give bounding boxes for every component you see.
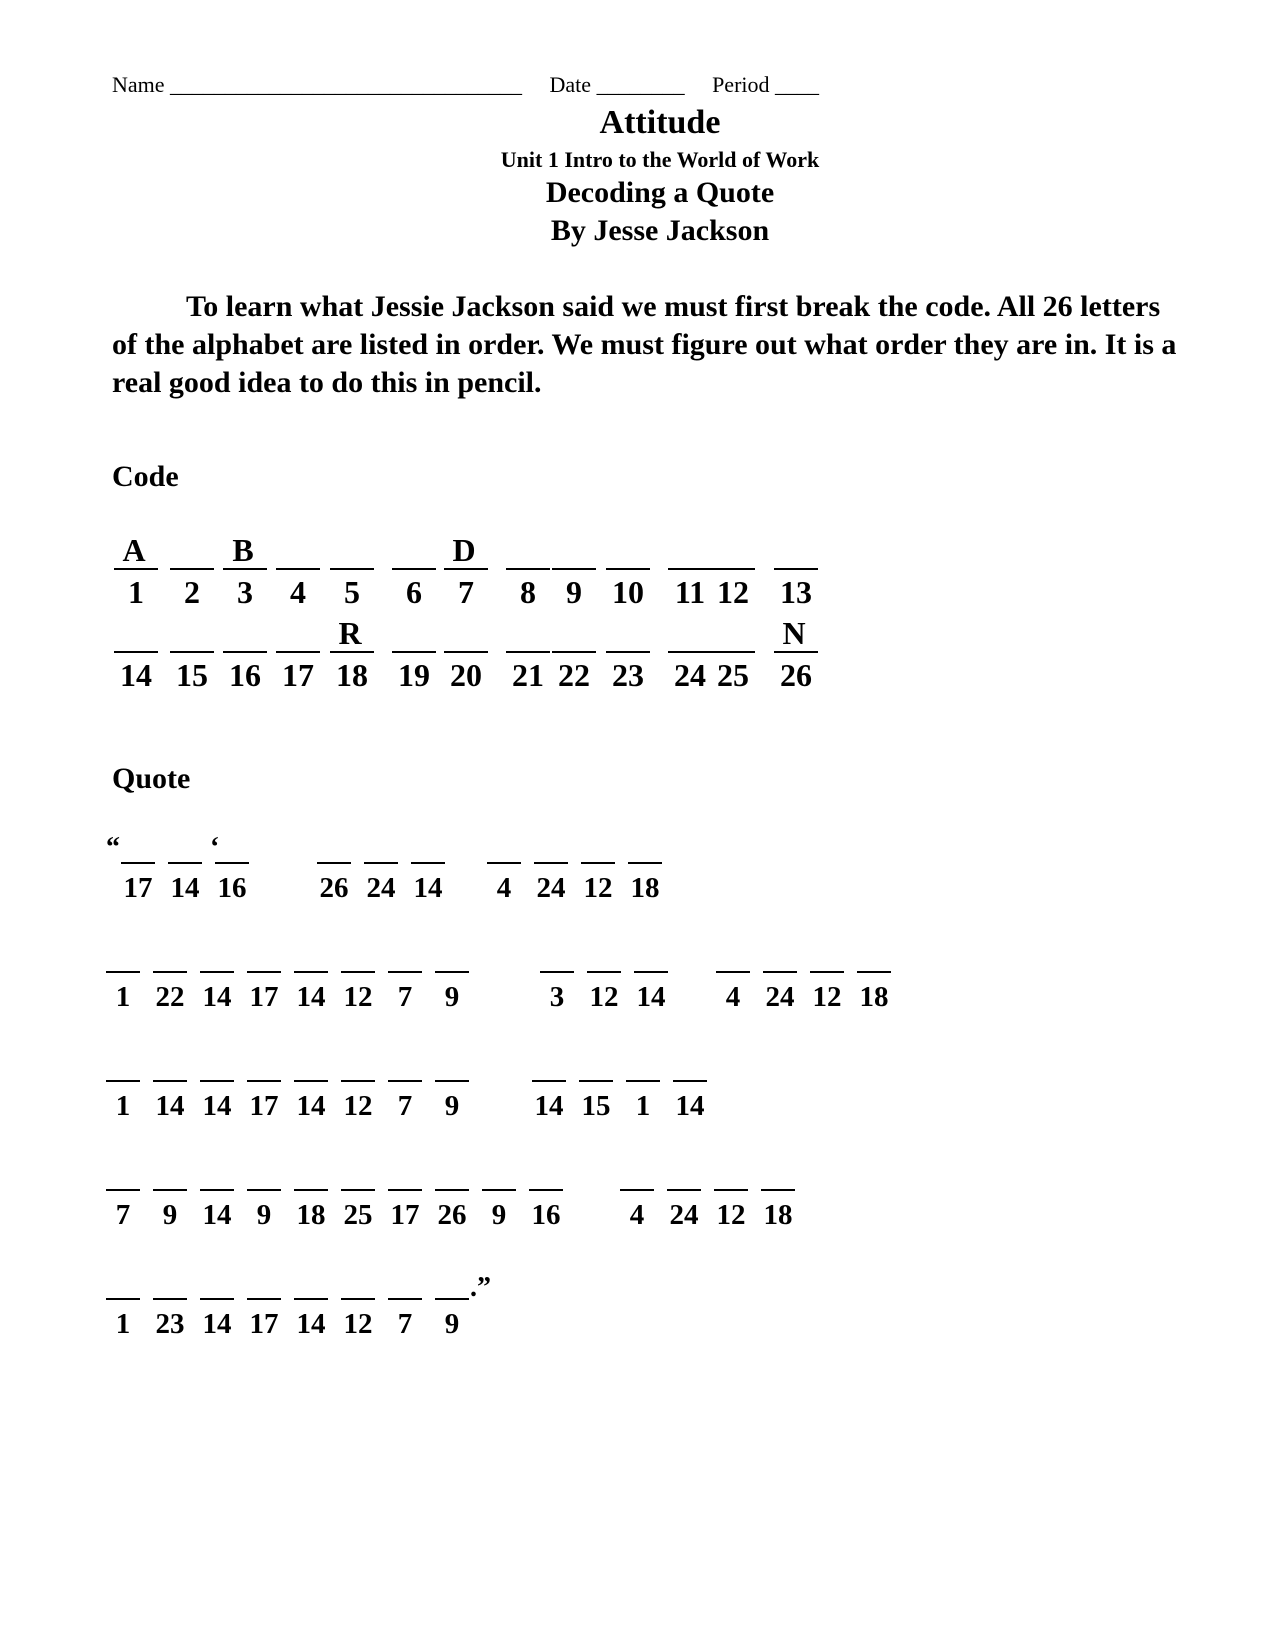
code-number: 21 [512,657,544,693]
code-blank[interactable] [114,651,158,653]
quote-number: 16 [531,1199,561,1231]
code-number: 7 [458,574,474,610]
code-number: 17 [282,657,314,693]
quote-number: 1 [635,1090,651,1122]
code-number: 5 [344,574,360,610]
quote-blank[interactable] [482,1189,516,1191]
quote-number: 9 [256,1199,272,1231]
code-given-letter: N [782,615,806,651]
quote-number: 25 [343,1199,373,1231]
quote-number: 24 [536,872,566,904]
quote-blank[interactable] [540,971,574,973]
quote-blank[interactable] [532,1080,566,1082]
author-line: By Jesse Jackson [550,214,770,247]
quote-number: 7 [115,1199,131,1231]
open-quote-mark: “ [106,832,120,863]
quote-number: 14 [202,1308,232,1340]
code-blank[interactable] [114,568,158,570]
quote-number: 17 [123,872,153,904]
code-number: 11 [674,574,706,610]
quote-blank[interactable] [106,971,140,973]
quote-blank[interactable] [317,862,351,864]
code-blank[interactable] [711,651,755,653]
code-given-letter: A [122,532,146,568]
quote-number: 1 [115,981,131,1013]
page-title: Attitude [599,104,721,141]
quote-blank[interactable] [121,862,155,864]
quote-number: 24 [765,981,795,1013]
code-blank[interactable] [552,568,596,570]
code-blank[interactable] [392,651,436,653]
quote-blank[interactable] [857,971,891,973]
quote-number: 9 [491,1199,507,1231]
quote-number: 9 [444,981,460,1013]
code-blank[interactable] [170,651,214,653]
quote-number: 12 [812,981,842,1013]
quote-blank[interactable] [215,862,249,864]
code-number: 16 [229,657,261,693]
closing-quote-mark: .” [470,1272,491,1303]
quote-number: 12 [343,1308,373,1340]
quote-blank[interactable] [634,971,668,973]
quote-blank[interactable] [106,1189,140,1191]
code-blank[interactable] [711,568,755,570]
quote-blank[interactable] [247,1298,281,1300]
code-number: 13 [780,574,812,610]
quote-blank[interactable] [487,862,521,864]
quote-number: 17 [249,1308,279,1340]
quote-blank[interactable] [247,971,281,973]
quote-number: 14 [296,1308,326,1340]
code-number: 12 [717,574,749,610]
code-number: 9 [566,574,582,610]
quote-blank[interactable] [667,1189,701,1191]
code-blank[interactable] [392,568,436,570]
quote-number: 14 [202,1199,232,1231]
quote-blank[interactable] [106,1298,140,1300]
code-number: 15 [176,657,208,693]
instructions-paragraph: To learn what Jessie Jackson said we must first break the code. All 26 letters of the alphabet are listed in order. We must figure out what order they are in. It is a real good idea to do this in pencil. [112,290,1177,399]
quote-blank[interactable] [200,971,234,973]
quote-blank[interactable] [587,971,621,973]
code-blank[interactable] [276,651,320,653]
quote-number: 24 [669,1199,699,1231]
code-blank[interactable] [668,568,712,570]
quote-blank[interactable] [388,1298,422,1300]
code-given-letter: B [232,532,254,568]
code-number: 24 [674,657,706,693]
quote-number: 14 [202,1090,232,1122]
quote-blank[interactable] [411,862,445,864]
quote-number: 9 [162,1199,178,1231]
quote-number: 14 [636,981,666,1013]
quote-number: 4 [496,872,512,904]
code-number: 2 [184,574,200,610]
quote-blank[interactable] [435,1298,469,1300]
quote-number: 18 [859,981,889,1013]
code-blank[interactable] [668,651,712,653]
code-number: 1 [128,574,144,610]
quote-blank[interactable] [294,1189,328,1191]
quote-blank[interactable] [761,1189,795,1191]
code-number: 20 [450,657,482,693]
quote-number: 24 [366,872,396,904]
quote-blank[interactable] [673,1080,707,1082]
quote-blank[interactable] [435,971,469,973]
period-label: Period [712,72,770,97]
quote-blank[interactable] [200,1080,234,1082]
quote-blank[interactable] [581,862,615,864]
code-number: 4 [290,574,306,610]
quote-number: 23 [155,1308,185,1340]
code-blank[interactable] [774,651,818,653]
period-field[interactable]: ____ [775,72,820,97]
quote-blank[interactable] [763,971,797,973]
quote-number: 16 [217,872,247,904]
quote-blank[interactable] [168,862,202,864]
code-blank[interactable] [774,568,818,570]
code-number: 23 [612,657,644,693]
code-blank[interactable] [170,568,214,570]
quote-blank[interactable] [153,1080,187,1082]
code-number: 26 [780,657,812,693]
code-number: 18 [336,657,368,693]
code-given-letter: R [338,615,362,651]
quote-blank[interactable] [716,971,750,973]
quote-number: 7 [397,1090,413,1122]
date-label: Date [549,72,592,97]
quote-blank[interactable] [294,1080,328,1082]
quote-blank[interactable] [579,1080,613,1082]
code-number: 25 [717,657,749,693]
code-number: 14 [120,657,152,693]
code-blank[interactable] [223,651,267,653]
quote-number: 12 [589,981,619,1013]
quote-number: 1 [115,1308,131,1340]
quote-number: 14 [296,981,326,1013]
quote-number: 1 [115,1090,131,1122]
quote-blank[interactable] [529,1189,563,1191]
quote-blank[interactable] [153,1298,187,1300]
quote-blank[interactable] [247,1189,281,1191]
worksheet-subtitle: Decoding a Quote [545,176,775,209]
quote-number: 12 [343,1090,373,1122]
quote-blank[interactable] [200,1298,234,1300]
quote-blank[interactable] [620,1189,654,1191]
quote-blank[interactable] [294,971,328,973]
code-heading: Code [112,460,179,493]
code-number: 22 [558,657,590,693]
quote-blank[interactable] [714,1189,748,1191]
code-blank[interactable] [330,568,374,570]
quote-number: 9 [444,1090,460,1122]
code-blank[interactable] [276,568,320,570]
quote-blank[interactable] [341,1298,375,1300]
quote-number: 12 [583,872,613,904]
quote-blank[interactable] [341,971,375,973]
quote-number: 7 [397,1308,413,1340]
code-given-letter: D [452,532,476,568]
code-blank[interactable] [606,651,650,653]
quote-number: 14 [675,1090,705,1122]
code-blank[interactable] [330,651,374,653]
date-field[interactable]: ________ [596,72,685,97]
header-line [112,72,819,98]
code-blank[interactable] [506,651,550,653]
quote-number: 26 [437,1199,467,1231]
quote-number: 14 [202,981,232,1013]
quote-blank[interactable] [810,971,844,973]
quote-number: 7 [397,981,413,1013]
code-number: 8 [520,574,536,610]
quote-number: 9 [444,1308,460,1340]
code-blank[interactable] [506,568,550,570]
name-label: Name [112,72,165,97]
quote-blank[interactable] [153,1189,187,1191]
quote-blank[interactable] [435,1189,469,1191]
quote-number: 14 [413,872,443,904]
quote-blank[interactable] [628,862,662,864]
quote-number: 4 [629,1199,645,1231]
code-blank[interactable] [444,651,488,653]
code-number: 10 [612,574,644,610]
quote-number: 14 [296,1090,326,1122]
quote-number: 3 [549,981,565,1013]
quote-blank[interactable] [341,1080,375,1082]
quote-blank[interactable] [153,971,187,973]
quote-number: 17 [249,981,279,1013]
quote-number: 12 [343,981,373,1013]
quote-blank[interactable] [200,1189,234,1191]
code-blank[interactable] [606,568,650,570]
code-blank[interactable] [223,568,267,570]
code-blank[interactable] [444,568,488,570]
quote-blank[interactable] [341,1189,375,1191]
unit-title: Unit 1 Intro to the World of Work [500,147,820,172]
code-blank[interactable] [552,651,596,653]
quote-number: 4 [725,981,741,1013]
quote-blank[interactable] [435,1080,469,1082]
quote-number: 18 [296,1199,326,1231]
quote-number: 14 [155,1090,185,1122]
code-number: 19 [398,657,430,693]
code-number: 3 [237,574,253,610]
quote-number: 18 [630,872,660,904]
quote-blank[interactable] [388,1080,422,1082]
quote-number: 15 [581,1090,611,1122]
quote-blank[interactable] [294,1298,328,1300]
quote-number: 14 [170,872,200,904]
quote-number: 12 [716,1199,746,1231]
quote-number: 17 [390,1199,420,1231]
quote-number: 14 [534,1090,564,1122]
quote-blank[interactable] [106,1080,140,1082]
quote-number: 22 [155,981,185,1013]
code-number: 6 [406,574,422,610]
quote-blank[interactable] [388,971,422,973]
quote-heading: Quote [112,762,191,795]
quote-number: 17 [249,1090,279,1122]
quote-blank[interactable] [364,862,398,864]
quote-blank[interactable] [247,1080,281,1082]
quote-blank[interactable] [388,1189,422,1191]
name-field[interactable]: ________________________________ [170,72,523,97]
quote-number: 26 [319,872,349,904]
quote-blank[interactable] [534,862,568,864]
quote-number: 18 [763,1199,793,1231]
apostrophe-mark: ‘ [210,832,220,863]
quote-blank[interactable] [626,1080,660,1082]
